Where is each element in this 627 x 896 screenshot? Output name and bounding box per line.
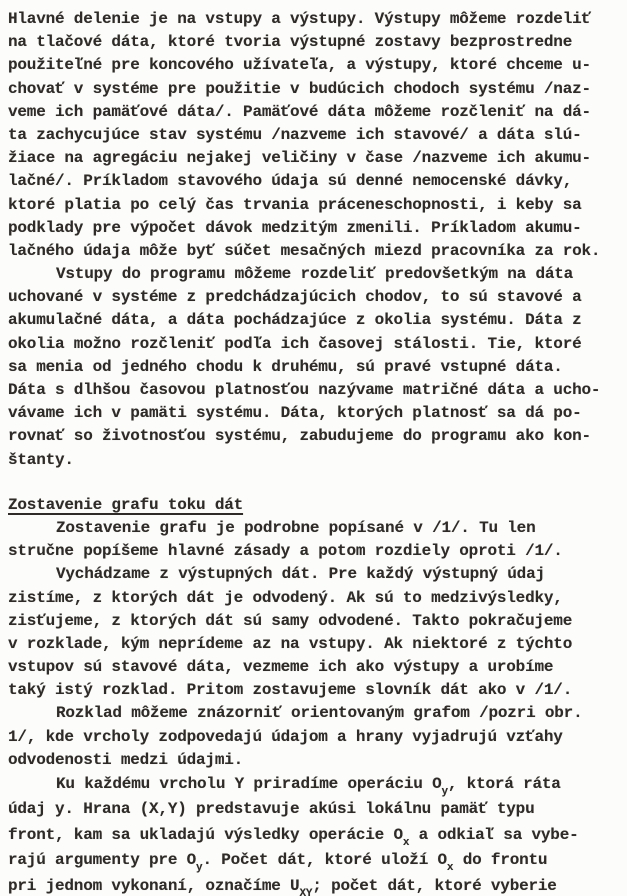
- text-line: odvodenosti medzi údajmi.: [8, 750, 244, 769]
- text-line: Vstupy do programu môžeme rozdeliť predovšetkým na dáta: [56, 265, 574, 284]
- text-line: ktoré platia po celý čas trvania práceneschopnosti, i keby sa: [8, 195, 582, 214]
- text-line: Hlavné delenie je na vstupy a výstupy. Výstupy môžeme rozdeliť: [8, 10, 591, 28]
- paragraph: [8, 8, 623, 263]
- text-line: lačné/. Príkladom stavového údaja sú denné nemocenské dávky,: [8, 172, 573, 191]
- paragraph: [8, 263, 623, 472]
- subscript-text: x: [446, 862, 454, 875]
- text-line: podklady pre výpočet dávok medzitým zmenili. Príkladom akumu-: [8, 218, 582, 237]
- text-line: žiace na agregáciu nejakej veličiny v čase /nazveme ich akumu-: [8, 149, 591, 168]
- text-line: Rozklad môžeme znázorniť orientovaným grafom /pozri obr.: [56, 704, 583, 723]
- paragraph: [8, 563, 623, 702]
- text-line: vávame ich v pamäti systému. Dáta, ktorých platnosť sa dá po-: [8, 404, 582, 423]
- text-line: front, kam sa ukladajú výsledky operácie $O_x$ a odkiaľ sa vybe-: [8, 825, 579, 849]
- text-line: okolia možno rozčleniť podľa ich časovej stálosti. Tie, ktoré: [8, 334, 582, 353]
- subscript-text: y: [441, 786, 448, 799]
- text-line: Vychádzame z výstupných dát. Pre každý výstupný údaj: [56, 565, 545, 584]
- subscript-text: x: [402, 836, 410, 849]
- text-line: ta zachycujúce stav systému /nazveme ich stavové/ a dáta slú-: [8, 125, 582, 144]
- subscript-text: y: [196, 862, 203, 875]
- text-line: akumulačné dáta, a dáta pochádzajúce z okolia systému. Dáta z: [8, 311, 582, 330]
- subscript-text: XY: [299, 887, 313, 896]
- text-line: štanty.: [8, 450, 74, 469]
- text-line: použiteľné pre koncového užívateľa, a výstupy, ktoré chceme u-: [8, 56, 591, 75]
- paragraph: [8, 517, 623, 563]
- text-line: Ku každému vrcholu Y priradíme operáciu $O_y$, ktorá ráta: [56, 775, 561, 799]
- text-line: Dáta s dlhšou časovou platnosťou nazývame matričné dáta a ucho-: [8, 381, 601, 399]
- text-line: rovnať so životnosťou systému, zabudujeme do programu ako kon-: [8, 427, 591, 446]
- text-line: Zostavenie grafu je podrobne popísané v /1/. Tu len: [56, 518, 536, 537]
- text-line: na tlačové dáta, ktoré tvoria výstupné zostavy bezprostredne: [8, 33, 573, 52]
- text-line: zistíme, z ktorých dát je odvodený. Ak sú to medzivýsledky,: [8, 588, 563, 607]
- text-line: taký istý rozklad. Pritom zostavujeme slovník dát ako v /1/.: [8, 681, 573, 700]
- text-line: pri jednom vykonaní, označíme $U_{XY}$; počet dát, ktoré vyberie: [8, 874, 623, 896]
- document-body: [8, 8, 623, 896]
- text-line: sa menia od jedného chodu k druhému, sú pravé vstupné dáta.: [8, 357, 563, 376]
- text-line: údaj y. Hrana (X,Y) predstavuje akúsi lokálnu pamäť typu: [8, 800, 535, 819]
- text-line: 1/, kde vrcholy zodpovedajú údajom a hrany vyjadrujú vzťahy: [8, 727, 563, 746]
- text-line: uchované v systéme z predchádzajúcich chodov, to sú stavové a: [8, 288, 582, 307]
- paragraph: [8, 702, 623, 772]
- text-line: zisťujeme, z ktorých dát sú samy odvodené. Takto pokračujeme: [8, 611, 573, 630]
- section-heading: Zostavenie grafu toku dát: [8, 495, 244, 514]
- text-line: rajú argumenty pre $O_y$. Počet dát, ktoré uloží $O_x$ do frontu: [8, 851, 548, 875]
- text-line: vstupov sú stavové dáta, vezmeme ich ako výstupy a urobíme: [8, 658, 554, 677]
- text-line: lačného údaja môže byť súčet mesačných miezd pracovníka za rok.: [8, 241, 601, 260]
- paragraph-spacer: [8, 472, 623, 494]
- text-line: stručne popíšeme hlavné zásady a potom rozdiely oproti /1/.: [8, 542, 563, 561]
- text-line: veme ich pamäťové dáta/. Pamäťové dáta môžeme rozčleniť na dá-: [8, 102, 591, 121]
- text-line: chovať v systéme pre použitie v budúcich chodoch systému /naz-: [8, 79, 591, 98]
- text-line: v rozklade, kým neprídeme az na vstupy. Ak niektoré z týchto: [8, 634, 573, 653]
- paragraph: [8, 772, 623, 896]
